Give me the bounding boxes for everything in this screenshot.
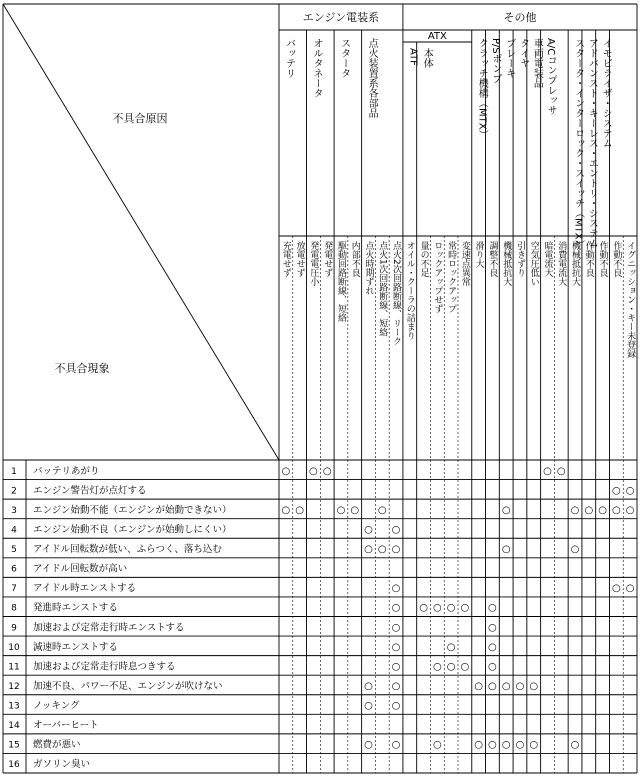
category-label: P/Sポンプ bbox=[490, 38, 502, 84]
cause-mark: ○ bbox=[488, 641, 497, 653]
cause-mark: ○ bbox=[488, 661, 497, 673]
header-diagonal bbox=[3, 4, 279, 460]
cause-mark: ○ bbox=[391, 602, 401, 614]
row-number: 4 bbox=[11, 525, 17, 536]
sub-cause-label: 作動不良 bbox=[611, 241, 622, 277]
cause-mark: ○ bbox=[474, 739, 484, 751]
cause-mark: ○ bbox=[501, 504, 511, 516]
row-number: 12 bbox=[8, 681, 20, 692]
row-number: 13 bbox=[8, 701, 20, 712]
category-label: クラッチ機構（MTX） bbox=[476, 38, 488, 140]
cause-mark: ○ bbox=[391, 739, 401, 751]
category-label: ATF bbox=[407, 48, 419, 66]
cause-mark: ○ bbox=[515, 680, 525, 692]
sub-cause-label: 滑り大 bbox=[473, 241, 484, 268]
cause-mark: ○ bbox=[377, 544, 387, 556]
group-engine-electrical: エンジン電装系 bbox=[302, 11, 380, 24]
sub-cause-label: 点火時期ずれ bbox=[363, 241, 374, 295]
row-number: 10 bbox=[8, 642, 20, 653]
sub-cause-label: 放電せず bbox=[294, 241, 305, 277]
category-label: ブレーキ bbox=[503, 38, 515, 78]
category-label: バッテリ bbox=[283, 38, 295, 78]
cause-mark: ○ bbox=[281, 465, 291, 477]
cause-mark: ○ bbox=[611, 485, 621, 497]
cause-mark: ○ bbox=[556, 465, 566, 477]
sub-cause-label: 点火1次回路断線、短絡 bbox=[377, 241, 388, 337]
cause-mark: ○ bbox=[515, 739, 525, 751]
cause-mark: ○ bbox=[391, 622, 401, 634]
grid-lines bbox=[3, 4, 637, 773]
cause-mark: ○ bbox=[460, 661, 470, 673]
cause-mark: ○ bbox=[364, 524, 373, 536]
cause-mark: ○ bbox=[488, 622, 497, 634]
symptom-label: 加速および定常走行時息つきする bbox=[33, 661, 176, 673]
cause-mark: ○ bbox=[391, 583, 401, 595]
cause-mark: ○ bbox=[543, 465, 552, 477]
category-label: スタータ・インターロック・スイッチ（MTX） bbox=[572, 38, 584, 250]
cause-mark: ○ bbox=[295, 504, 305, 516]
cause-mark: ○ bbox=[570, 544, 580, 556]
cause-mark: ○ bbox=[501, 680, 511, 692]
symptom-label: エンジン始動不能（エンジンが始動できない） bbox=[33, 504, 232, 516]
cause-mark: ○ bbox=[446, 602, 456, 614]
row-number: 5 bbox=[11, 545, 17, 556]
row-number: 15 bbox=[8, 740, 20, 751]
cause-mark: ○ bbox=[611, 583, 621, 595]
symptom-label: アイドル回転数が高い bbox=[33, 563, 128, 575]
cause-mark: ○ bbox=[625, 583, 635, 595]
symptom-axis-label: 不具合現象 bbox=[54, 362, 110, 375]
cause-mark: ○ bbox=[432, 739, 442, 751]
cause-mark: ○ bbox=[432, 661, 442, 673]
category-label: 本体 bbox=[421, 48, 433, 68]
symptom-label: エンジン警告灯が点灯する bbox=[33, 485, 147, 497]
cause-mark: ○ bbox=[501, 544, 511, 556]
cause-mark: ○ bbox=[281, 504, 291, 516]
row-number: 7 bbox=[11, 584, 17, 595]
category-label: 点火装置系各部品 bbox=[366, 38, 378, 118]
sub-cause-label: 機械抵抗大 bbox=[501, 241, 512, 286]
symptom-label: 燃費が悪い bbox=[33, 739, 81, 751]
row-number: 1 bbox=[11, 466, 17, 477]
sub-cause-label: 常時ロックアップ bbox=[446, 241, 457, 313]
cause-mark: ○ bbox=[446, 661, 456, 673]
category-label: 車両電装品 bbox=[531, 38, 543, 88]
symptom-label: 加速不良、パワー不足、エンジンが吹けない bbox=[33, 680, 223, 692]
sub-cause-label: 量の不足 bbox=[418, 241, 429, 277]
sub-cause-label: 発電せず bbox=[322, 241, 333, 277]
cause-mark: ○ bbox=[336, 504, 346, 516]
cause-mark: ○ bbox=[446, 641, 456, 653]
sub-cause-label: 消費電流大 bbox=[556, 241, 567, 286]
symptom-label: アイドル時エンストする bbox=[33, 583, 137, 595]
row-number: 16 bbox=[8, 760, 20, 771]
symptom-label: 加速および定常走行時エンストする bbox=[33, 622, 185, 634]
cause-mark: ○ bbox=[474, 680, 484, 692]
cause-mark: ○ bbox=[322, 465, 332, 477]
sub-cause-label: 駆動回路断線、短絡 bbox=[335, 241, 346, 322]
sub-cause-label: 作動不良 bbox=[583, 241, 594, 277]
cause-mark: ○ bbox=[570, 739, 580, 751]
category-label: オルタネータ bbox=[311, 38, 323, 98]
cause-mark: ○ bbox=[391, 524, 401, 536]
row-number: 6 bbox=[11, 564, 17, 575]
symptom-label: オーバーヒート bbox=[33, 720, 99, 732]
row-number: 9 bbox=[11, 623, 17, 634]
cause-mark: ○ bbox=[391, 544, 401, 556]
cause-mark: ○ bbox=[584, 504, 594, 516]
sub-cause-label: イグニッション・キー未登録 bbox=[625, 241, 636, 358]
category-label: アドバンスト・キーレス・エントリ・システム bbox=[586, 38, 598, 248]
cause-mark: ○ bbox=[391, 661, 401, 673]
symptom-label: ガソリン臭い bbox=[33, 759, 91, 771]
cause-mark: ○ bbox=[364, 739, 373, 751]
cause-mark: ○ bbox=[432, 602, 442, 614]
cause-mark: ○ bbox=[529, 680, 539, 692]
cause-mark: ○ bbox=[625, 485, 635, 497]
sub-cause-label: 充電せず bbox=[280, 241, 291, 277]
cause-mark: ○ bbox=[460, 602, 470, 614]
symptom-label: 減速時エンストする bbox=[33, 641, 118, 653]
cause-mark: ○ bbox=[625, 504, 635, 516]
cause-mark: ○ bbox=[391, 680, 401, 692]
cause-mark: ○ bbox=[350, 504, 360, 516]
sub-cause-label: 機械抵抗大 bbox=[570, 241, 581, 286]
symptom-label: エンジン始動不良（エンジンが始動しにくい） bbox=[33, 524, 232, 536]
sub-cause-label: 発電電圧小 bbox=[308, 241, 319, 286]
symptom-label: バッテリあがり bbox=[33, 465, 100, 477]
group-other: その他 bbox=[503, 11, 537, 24]
symptom-label: 発進時エンストする bbox=[33, 602, 118, 614]
cause-mark: ○ bbox=[598, 504, 607, 516]
cause-mark: ○ bbox=[364, 544, 373, 556]
sub-cause-label: 作動不良 bbox=[597, 241, 608, 277]
cause-mark: ○ bbox=[364, 700, 373, 712]
row-number: 11 bbox=[8, 662, 20, 673]
category-label: スタータ bbox=[338, 38, 350, 78]
row-number: 2 bbox=[11, 486, 17, 497]
cause-mark: ○ bbox=[377, 504, 387, 516]
cause-mark: ○ bbox=[488, 680, 497, 692]
sub-cause-label: ロックアップせず bbox=[432, 241, 443, 313]
sub-cause-label: 点火2次回路断線、リーク bbox=[391, 241, 402, 346]
category-label: タイヤ bbox=[517, 38, 529, 68]
cause-mark: ○ bbox=[488, 602, 497, 614]
cause-axis-label: 不具合原因 bbox=[112, 112, 168, 125]
cause-mark: ○ bbox=[501, 739, 511, 751]
sub-cause-label: 調整不良 bbox=[487, 241, 498, 277]
sub-cause-label: 空気圧低い bbox=[528, 241, 539, 286]
cause-mark: ○ bbox=[309, 465, 318, 477]
cause-mark: ○ bbox=[570, 504, 580, 516]
cause-mark: ○ bbox=[488, 739, 497, 751]
sub-cause-label: オイル・クーラの詰まり bbox=[404, 241, 415, 340]
header-texts bbox=[55, 10, 636, 375]
cause-mark: ○ bbox=[364, 680, 373, 692]
cause-mark: ○ bbox=[391, 641, 401, 653]
sub-cause-label: 引きずり bbox=[514, 241, 525, 277]
sub-cause-label: 暗電流大 bbox=[542, 241, 553, 277]
sub-cause-label: 内部不良 bbox=[349, 241, 360, 277]
symptom-label: ノッキング bbox=[33, 700, 80, 712]
cause-mark: ○ bbox=[419, 602, 428, 614]
sub-cause-label: 変速点異常 bbox=[459, 241, 470, 286]
cause-mark: ○ bbox=[611, 504, 621, 516]
category-label: A/Cコンプレッサ bbox=[545, 38, 557, 116]
atx-label: ATX bbox=[427, 31, 447, 42]
category-label: イモビライザ・システム bbox=[600, 38, 612, 148]
cause-mark: ○ bbox=[529, 739, 539, 751]
symptom-rows bbox=[8, 466, 231, 770]
row-number: 14 bbox=[8, 721, 20, 732]
row-number: 3 bbox=[11, 505, 17, 516]
row-number: 8 bbox=[11, 603, 17, 614]
symptom-label: アイドル回転数が低い、ふらつく、落ち込む bbox=[33, 544, 222, 556]
cause-mark: ○ bbox=[391, 700, 401, 712]
